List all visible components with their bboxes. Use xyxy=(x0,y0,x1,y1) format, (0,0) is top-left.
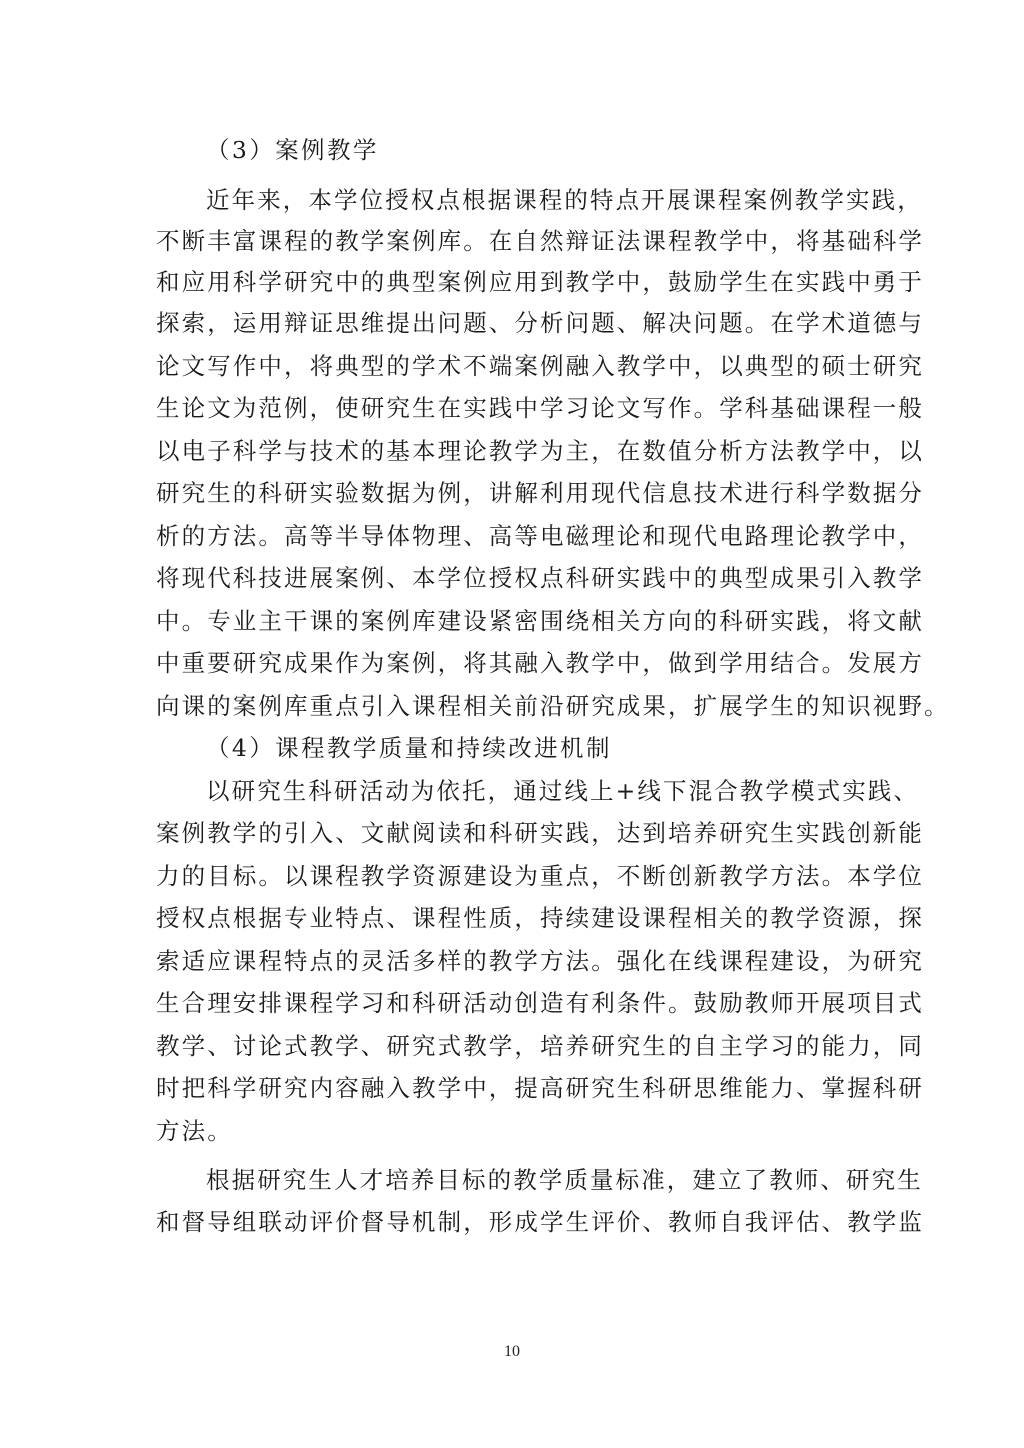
section-3-line-6: 生论文为范例，使研究生在实践中学习论文写作。学科基础课程一般 xyxy=(156,394,924,422)
section-3-line-12: 中重要研究成果作为案例，将其融入教学中，做到学用结合。发展方 xyxy=(156,649,924,677)
section-4-heading: （4）课程教学质量和持续改进机制 xyxy=(206,734,612,762)
section-4-p1-line-1: 以研究生科研活动为依托，通过线上+线下混合教学模式实践、 xyxy=(206,777,919,805)
section-4-p1-line-5: 索适应课程特点的灵活多样的教学方法。强化在线课程建设，为研究 xyxy=(156,947,924,975)
section-4-p1-line-6: 生合理安排课程学习和科研活动创造有利条件。鼓励教师开展项目式 xyxy=(156,989,924,1017)
section-4-p1-line-2: 案例教学的引入、文献阅读和科研实践，达到培养研究生实践创新能 xyxy=(156,819,924,847)
section-3-line-13: 向课的案例库重点引入课程相关前沿研究成果，扩展学生的知识视野。 xyxy=(156,692,950,720)
section-3-line-1: 近年来，本学位授权点根据课程的特点开展课程案例教学实践， xyxy=(206,186,923,214)
section-3-line-2: 不断丰富课程的教学案例库。在自然辩证法课程教学中，将基础科学 xyxy=(156,227,924,255)
section-4-p1-line-7: 教学、讨论式教学、研究式教学，培养研究生的自主学习的能力，同 xyxy=(156,1032,924,1060)
section-4-p2-line-1: 根据研究生人才培养目标的教学质量标准，建立了教师、研究生 xyxy=(206,1166,923,1194)
section-3-line-11: 中。专业主干课的案例库建设紧密围绕相关方向的科研实践，将文献 xyxy=(156,607,924,635)
section-3-line-10: 将现代科技进展案例、本学位授权点科研实践中的典型成果引入教学 xyxy=(156,564,924,592)
section-3-heading: （3）案例教学 xyxy=(206,136,379,164)
section-3-line-4: 探索，运用辩证思维提出问题、分析问题、解决问题。在学术道德与 xyxy=(156,309,924,337)
section-3-line-3: 和应用科学研究中的典型案例应用到教学中，鼓励学生在实践中勇于 xyxy=(156,268,924,296)
section-3-line-7: 以电子科学与技术的基本理论教学为主，在数值分析方法教学中，以 xyxy=(156,437,924,465)
section-3-line-5: 论文写作中，将典型的学术不端案例融入教学中，以典型的硕士研究 xyxy=(156,352,924,380)
section-4-p1-line-9: 方法。 xyxy=(156,1117,233,1145)
section-4-p1-line-4: 授权点根据专业特点、课程性质，持续建设课程相关的教学资源，探 xyxy=(156,904,924,932)
section-3-line-8: 研究生的科研实验数据为例，讲解利用现代信息技术进行科学数据分 xyxy=(156,479,924,507)
section-4-p2-line-2: 和督导组联动评价督导机制，形成学生评价、教师自我评估、教学监 xyxy=(156,1208,924,1236)
section-4-p1-line-3: 力的目标。以课程教学资源建设为重点，不断创新教学方法。本学位 xyxy=(156,862,924,890)
section-4-p1-line-8: 时把科学研究内容融入教学中，提高研究生科研思维能力、掌握科研 xyxy=(156,1074,924,1102)
section-3-line-9: 析的方法。高等半导体物理、高等电磁理论和现代电路理论教学中， xyxy=(156,522,924,550)
page-number: 10 xyxy=(504,1343,520,1360)
